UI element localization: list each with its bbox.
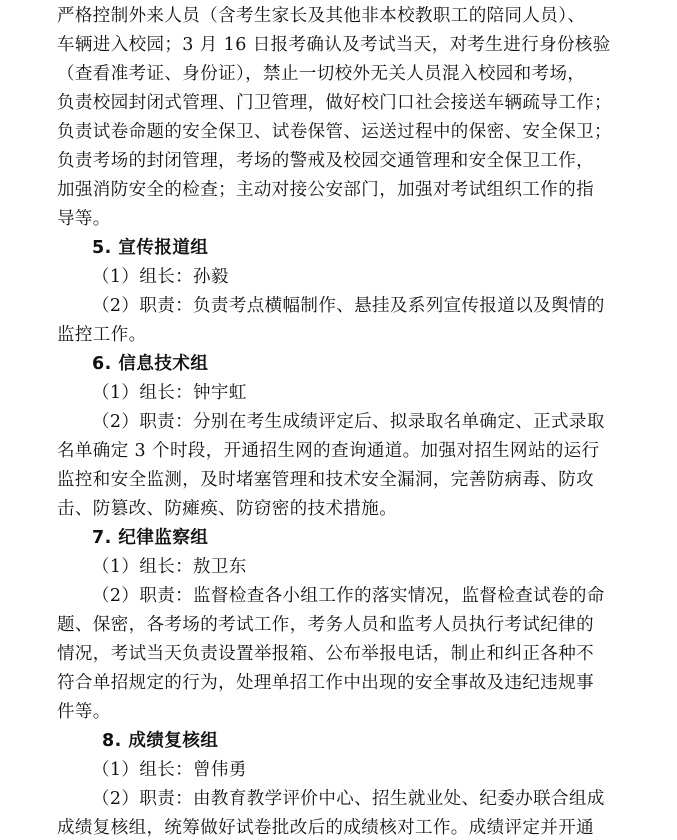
body-text-line: 符合单招规定的行为，处理单招工作中出现的安全事故及违纪违规事 xyxy=(57,673,594,693)
duties-line: （2）职责：分别在考生成绩评定后、拟录取名单确定、正式录取 xyxy=(92,412,605,432)
duties-line: （2）职责：负责考点横幅制作、悬挂及系列宣传报道以及舆情的 xyxy=(92,296,605,316)
section-heading-discipline: 7. 纪律监察组 xyxy=(92,528,209,548)
duties-line: （2）职责：由教育教学评价中心、招生就业处、纪委办联合组成 xyxy=(92,789,605,809)
body-text-line: 负责考场的封闭管理，考场的警戒及校园交通管理和安全保卫工作， xyxy=(57,151,594,171)
section-heading-score-review: 8. 成绩复核组 xyxy=(102,731,219,751)
body-text-line: 监控工作。 xyxy=(57,325,147,345)
body-text-line: 监控和安全监测，及时堵塞管理和技术安全漏洞，完善防病毒、防攻 xyxy=(57,470,594,490)
section-heading-publicity: 5. 宣传报道组 xyxy=(92,238,209,258)
group-leader-line: （1）组长：敖卫东 xyxy=(92,557,247,577)
body-text-line: 负责试卷命题的安全保卫、试卷保管、运送过程中的保密、安全保卫； xyxy=(57,122,612,142)
section-heading-it: 6. 信息技术组 xyxy=(92,354,209,374)
group-leader-line: （1）组长：钟宇虹 xyxy=(92,383,247,403)
body-text-line: （查看准考证、身份证），禁止一切校外无关人员混入校园和考场， xyxy=(57,64,586,84)
body-text-line: 情况，考试当天负责设置举报箱、公布举报电话，制止和纠正各种不 xyxy=(57,644,594,664)
body-text-line: 严格控制外来人员（含考生家长及其他非本校教职工的陪同人员）、 xyxy=(57,6,586,26)
body-text-line: 题、保密，各考场的考试工作，考务人员和监考人员执行考试纪律的 xyxy=(57,615,594,635)
group-leader-line: （1）组长：孙毅 xyxy=(92,267,229,287)
body-text-line: 件等。 xyxy=(57,702,111,722)
body-text-line: 名单确定 3 个时段，开通招生网的查询通道。加强对招生网站的运行 xyxy=(57,441,600,461)
duties-line: （2）职责：监督检查各小组工作的落实情况，监督检查试卷的命 xyxy=(92,586,605,606)
group-leader-line: （1）组长：曾伟勇 xyxy=(92,760,247,780)
body-text-line: 加强消防安全的检查；主动对接公安部门，加强对考试组织工作的指 xyxy=(57,180,594,200)
body-text-line: 负责校园封闭式管理、门卫管理，做好校门口社会接送车辆疏导工作； xyxy=(57,93,612,113)
body-text-line: 成绩复核组，统筹做好试卷批改后的成绩核对工作。成绩评定并开通 xyxy=(57,818,594,838)
body-text-line: 击、防篡改、防瘫痪、防窃密的技术措施。 xyxy=(57,499,398,519)
body-text-line: 车辆进入校园；3 月 16 日报考确认及考试当天，对考生进行身份核验 xyxy=(57,35,611,55)
body-text-line: 导等。 xyxy=(57,209,111,229)
